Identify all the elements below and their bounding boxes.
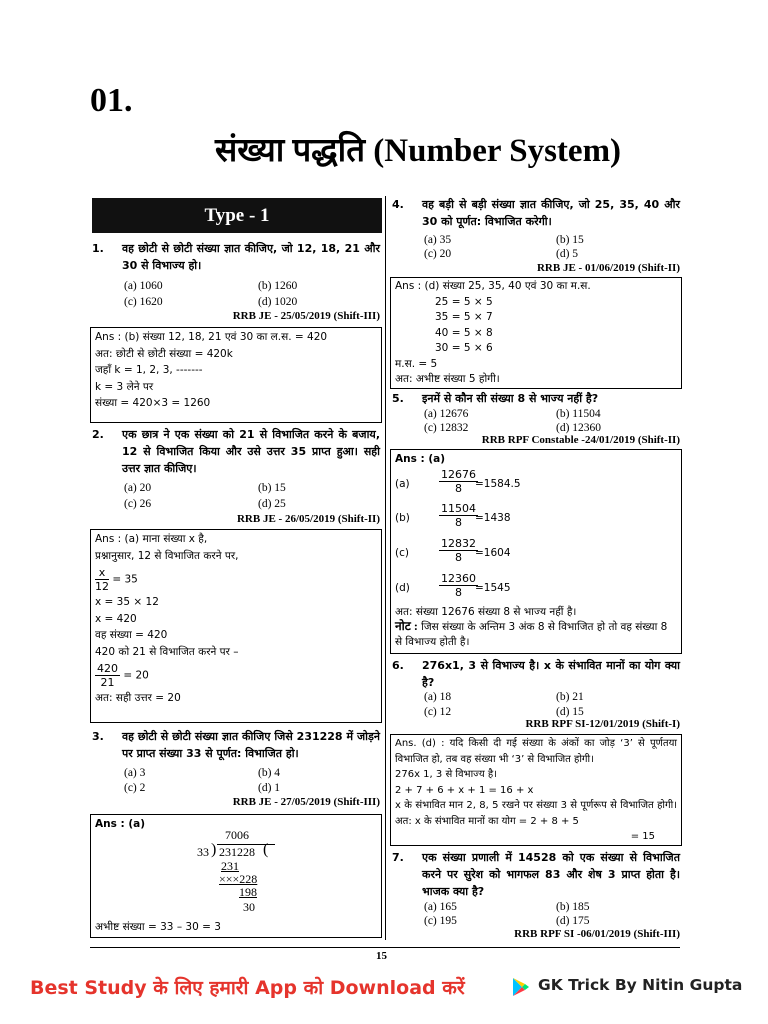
question-number: 2. xyxy=(92,428,104,441)
division-step: 198 xyxy=(239,885,257,899)
option-c: (c) 2 xyxy=(124,782,146,794)
answer-line: Ans. (d) : यदि किसी दी गई संख्या के अंकों का जोड़ ‘3’ से पूर्णतया विभाजित हो, तब वह संख्या भी ‘3’ से विभाजित होगी। xyxy=(395,738,677,765)
option-d: (d) 15 xyxy=(556,706,584,718)
question-7 xyxy=(392,849,680,900)
answer-line: 2 + 7 + 6 + x + 1 = 16 + x xyxy=(395,784,534,796)
question-source: RRB RPF SI-12/01/2019 (Shift-I) xyxy=(525,718,680,730)
brand-name: GK Trick By Nitin Gupta xyxy=(538,976,743,994)
option-b: (b) 11504 xyxy=(556,408,601,420)
answer-line: जहाँ k = 1, 2, 3, ------- xyxy=(95,364,203,376)
fraction-numerator: 12832 xyxy=(441,536,476,550)
download-app-banner[interactable]: Best Study के लिए हमारी App को Download करें xyxy=(30,977,465,999)
division-quotient: 7006 xyxy=(225,828,249,842)
fraction-result: = 20 xyxy=(123,669,149,682)
row-result: =1584.5 xyxy=(475,477,521,490)
answer-line: = 15 xyxy=(630,831,655,842)
answer-line: अभीष्ट संख्या = 33 – 30 = 3 xyxy=(95,921,221,933)
answer-line: अत: सही उत्तर = 20 xyxy=(95,692,181,704)
row-result: =1604 xyxy=(475,546,511,559)
answer-title: Ans : (a) xyxy=(395,453,446,465)
page-number: 15 xyxy=(376,950,387,962)
option-c: (c) 20 xyxy=(424,248,452,260)
play-store-icon xyxy=(512,977,530,997)
option-d: (d) 25 xyxy=(258,498,286,510)
answer-line: Ans : (b) संख्या 12, 18, 21 एवं 30 का ल.स. = 420 xyxy=(95,331,328,343)
option-b: (b) 15 xyxy=(556,234,584,246)
answer-box xyxy=(90,529,382,723)
division-row xyxy=(395,502,677,537)
question-text: एक संख्या प्रणाली में 14528 को एक संख्या से विभाजित करने पर सुरेश को भागफल 83 और शेष 3 प्राप्त होता है। भाजक क्या है? xyxy=(422,851,680,898)
option-b: (b) 185 xyxy=(556,901,590,913)
division-remainder: 30 xyxy=(243,900,255,914)
question-number: 4. xyxy=(392,198,404,211)
answer-line: Ans : (a) माना संख्या x है, xyxy=(95,533,208,545)
question-source: RRB RPF Constable -24/01/2019 (Shift-II) xyxy=(481,434,680,446)
footer-rule xyxy=(90,947,680,948)
question-2 xyxy=(92,426,380,477)
option-b: (b) 1260 xyxy=(258,280,298,292)
division-bracket-right: ( xyxy=(263,841,269,858)
question-text: एक छात्र ने एक संख्या को 21 से विभाजित करने के बजाय, 12 से विभाजित किया और उसे उत्तर 35 प्राप्त हुआ। सही उत्तर ज्ञात कीजिए। xyxy=(122,428,380,475)
option-c: (c) 12 xyxy=(424,706,452,718)
column-divider xyxy=(385,196,386,940)
fraction-denominator: 8 xyxy=(455,550,462,564)
question-source: RRB JE - 26/05/2019 (Shift-II) xyxy=(236,513,380,525)
answer-line: प्रश्नानुसार, 12 से विभाजित करने पर, xyxy=(95,549,239,562)
answer-line: म.स. = 5 xyxy=(395,357,438,370)
fraction-numerator: 12676 xyxy=(441,467,476,481)
note-label: नोट : xyxy=(395,618,418,633)
question-source: RRB RPF SI -06/01/2019 (Shift-III) xyxy=(514,928,680,940)
answer-line: 35 = 5 × 7 xyxy=(435,311,493,323)
answer-line: Ans : (d) संख्या 25, 35, 40 एवं 30 का म.स. xyxy=(395,280,591,292)
chapter-title: संख्या पद्धति (Number System) xyxy=(215,133,622,169)
row-result: =1545 xyxy=(475,581,511,594)
question-source: RRB JE - 01/06/2019 (Shift-II) xyxy=(536,262,680,274)
question-source: RRB JE - 27/05/2019 (Shift-III) xyxy=(232,796,380,808)
fraction-denominator: 8 xyxy=(455,481,462,495)
fraction-numerator: x xyxy=(95,566,109,580)
option-d: (d) 5 xyxy=(556,248,579,260)
option-a: (a) 20 xyxy=(124,482,152,494)
fraction-result: = 35 xyxy=(112,573,138,586)
question-text: 276x1, 3 से विभाज्य है। x के संभावित मानों का योग क्या है? xyxy=(422,659,680,689)
type-banner: Type - 1 xyxy=(92,198,382,233)
answer-line: संख्या = 420×3 = 1260 xyxy=(95,397,211,409)
answer-note xyxy=(395,619,677,650)
option-a: (a) 18 xyxy=(424,691,452,703)
option-c: (c) 195 xyxy=(424,915,457,927)
division-step: 231 xyxy=(221,859,239,873)
answer-title: Ans : (a) xyxy=(95,818,146,830)
fraction-numerator: 420 xyxy=(97,662,118,675)
division-row xyxy=(395,572,677,605)
chapter-number: 01. xyxy=(90,82,133,119)
answer-line: 276x 1, 3 से विभाज्य है। xyxy=(395,769,497,780)
question-number: 6. xyxy=(392,659,404,672)
fraction-denominator: 21 xyxy=(100,676,115,689)
option-c: (c) 1620 xyxy=(124,296,163,308)
division-step: ×××228 xyxy=(219,872,258,886)
option-b: (b) 15 xyxy=(258,482,286,494)
option-d: (d) 12360 xyxy=(556,422,602,434)
answer-box xyxy=(390,449,682,654)
question-number: 5. xyxy=(392,392,404,405)
option-b: (b) 4 xyxy=(258,767,281,779)
division-dividend: 231228 xyxy=(219,845,255,859)
fraction-denominator: 8 xyxy=(455,515,462,529)
row-result: =1438 xyxy=(475,511,511,524)
answer-fraction xyxy=(95,566,377,593)
answer-line: x = 420 xyxy=(95,612,137,625)
option-d: (d) 175 xyxy=(556,915,590,927)
answer-line: अत: छोटी से छोटी संख्या = 420k xyxy=(95,347,233,360)
answer-line: अत: संख्या 12676 संख्या 8 से भाज्य नहीं है। xyxy=(395,605,577,618)
answer-line: x के संभावित मान 2, 8, 5 रखने पर संख्या 3 से पूर्णरूप से विभाजित होगी। अत: x के संभावित मानों का योग = 2 + 8 + 5 xyxy=(395,800,677,827)
question-number: 3. xyxy=(92,730,104,743)
row-label: (b) xyxy=(395,511,410,524)
question-6 xyxy=(392,657,680,691)
fraction-denominator: 12 xyxy=(95,580,109,593)
option-d: (d) 1 xyxy=(258,782,281,794)
division-row xyxy=(395,537,677,572)
question-1 xyxy=(92,240,380,274)
long-division xyxy=(191,829,311,919)
question-number: 1. xyxy=(92,242,104,255)
option-a: (a) 1060 xyxy=(124,280,163,292)
answer-line: k = 3 लेने पर xyxy=(95,380,154,393)
row-label: (a) xyxy=(395,477,410,490)
question-3 xyxy=(92,728,380,762)
fraction-numerator: 11504 xyxy=(441,501,476,515)
fraction-numerator: 12360 xyxy=(441,571,476,585)
answer-box xyxy=(90,327,382,423)
option-c: (c) 26 xyxy=(124,498,152,510)
answer-line: 25 = 5 × 5 xyxy=(435,295,493,308)
division-row xyxy=(395,468,677,502)
option-b: (b) 21 xyxy=(556,691,584,703)
option-a: (a) 165 xyxy=(424,901,457,913)
question-text: वह छोटी से छोटी संख्या ज्ञात कीजिए, जो 12, 18, 21 और 30 से विभाज्य हो। xyxy=(122,242,380,272)
row-label: (c) xyxy=(395,546,409,559)
answer-line: 40 = 5 × 8 xyxy=(435,326,493,339)
answer-line: x = 35 × 12 xyxy=(95,596,159,608)
brand-link[interactable] xyxy=(512,976,742,994)
division-bracket: ) xyxy=(211,841,217,858)
answer-box xyxy=(390,734,682,846)
question-text: वह बड़ी से बड़ी संख्या ज्ञात कीजिए, जो 25, 35, 40 और 30 को पूर्णत: विभाजित करेगी। xyxy=(422,198,680,228)
option-a: (a) 35 xyxy=(424,234,452,246)
question-5 xyxy=(392,390,680,407)
question-text: वह छोटी से छोटी संख्या ज्ञात कीजिए जिसे 231228 में जोड़ने पर प्राप्त संख्या 33 से पूर्णत: विभाजित हो। xyxy=(122,730,380,760)
question-source: RRB JE - 25/05/2019 (Shift-III) xyxy=(232,310,380,322)
option-d: (d) 1020 xyxy=(258,296,298,308)
row-label: (d) xyxy=(395,581,410,594)
answer-line: 30 = 5 × 6 xyxy=(435,342,493,354)
option-c: (c) 12832 xyxy=(424,422,469,434)
answer-box xyxy=(90,814,382,938)
question-number: 7. xyxy=(392,851,404,864)
answer-line: वह संख्या = 420 xyxy=(95,629,168,641)
question-4 xyxy=(392,196,680,230)
note-text: जिस संख्या के अन्तिम 3 अंक 8 से विभाजित हो तो वह संख्या 8 से विभाज्य होती है। xyxy=(395,620,668,648)
question-text: इनमें से कौन सी संख्या 8 से भाज्य नहीं है? xyxy=(422,392,599,405)
option-a: (a) 3 xyxy=(124,767,146,779)
answer-line: 420 को 21 से विभाजित करने पर – xyxy=(95,645,239,658)
fraction-denominator: 8 xyxy=(455,585,462,599)
answer-line: अत: अभीष्ट संख्या 5 होगी। xyxy=(395,373,500,385)
answer-fraction xyxy=(95,662,377,689)
option-a: (a) 12676 xyxy=(424,408,469,420)
division-divisor: 33 xyxy=(197,845,209,859)
answer-box xyxy=(390,277,682,389)
